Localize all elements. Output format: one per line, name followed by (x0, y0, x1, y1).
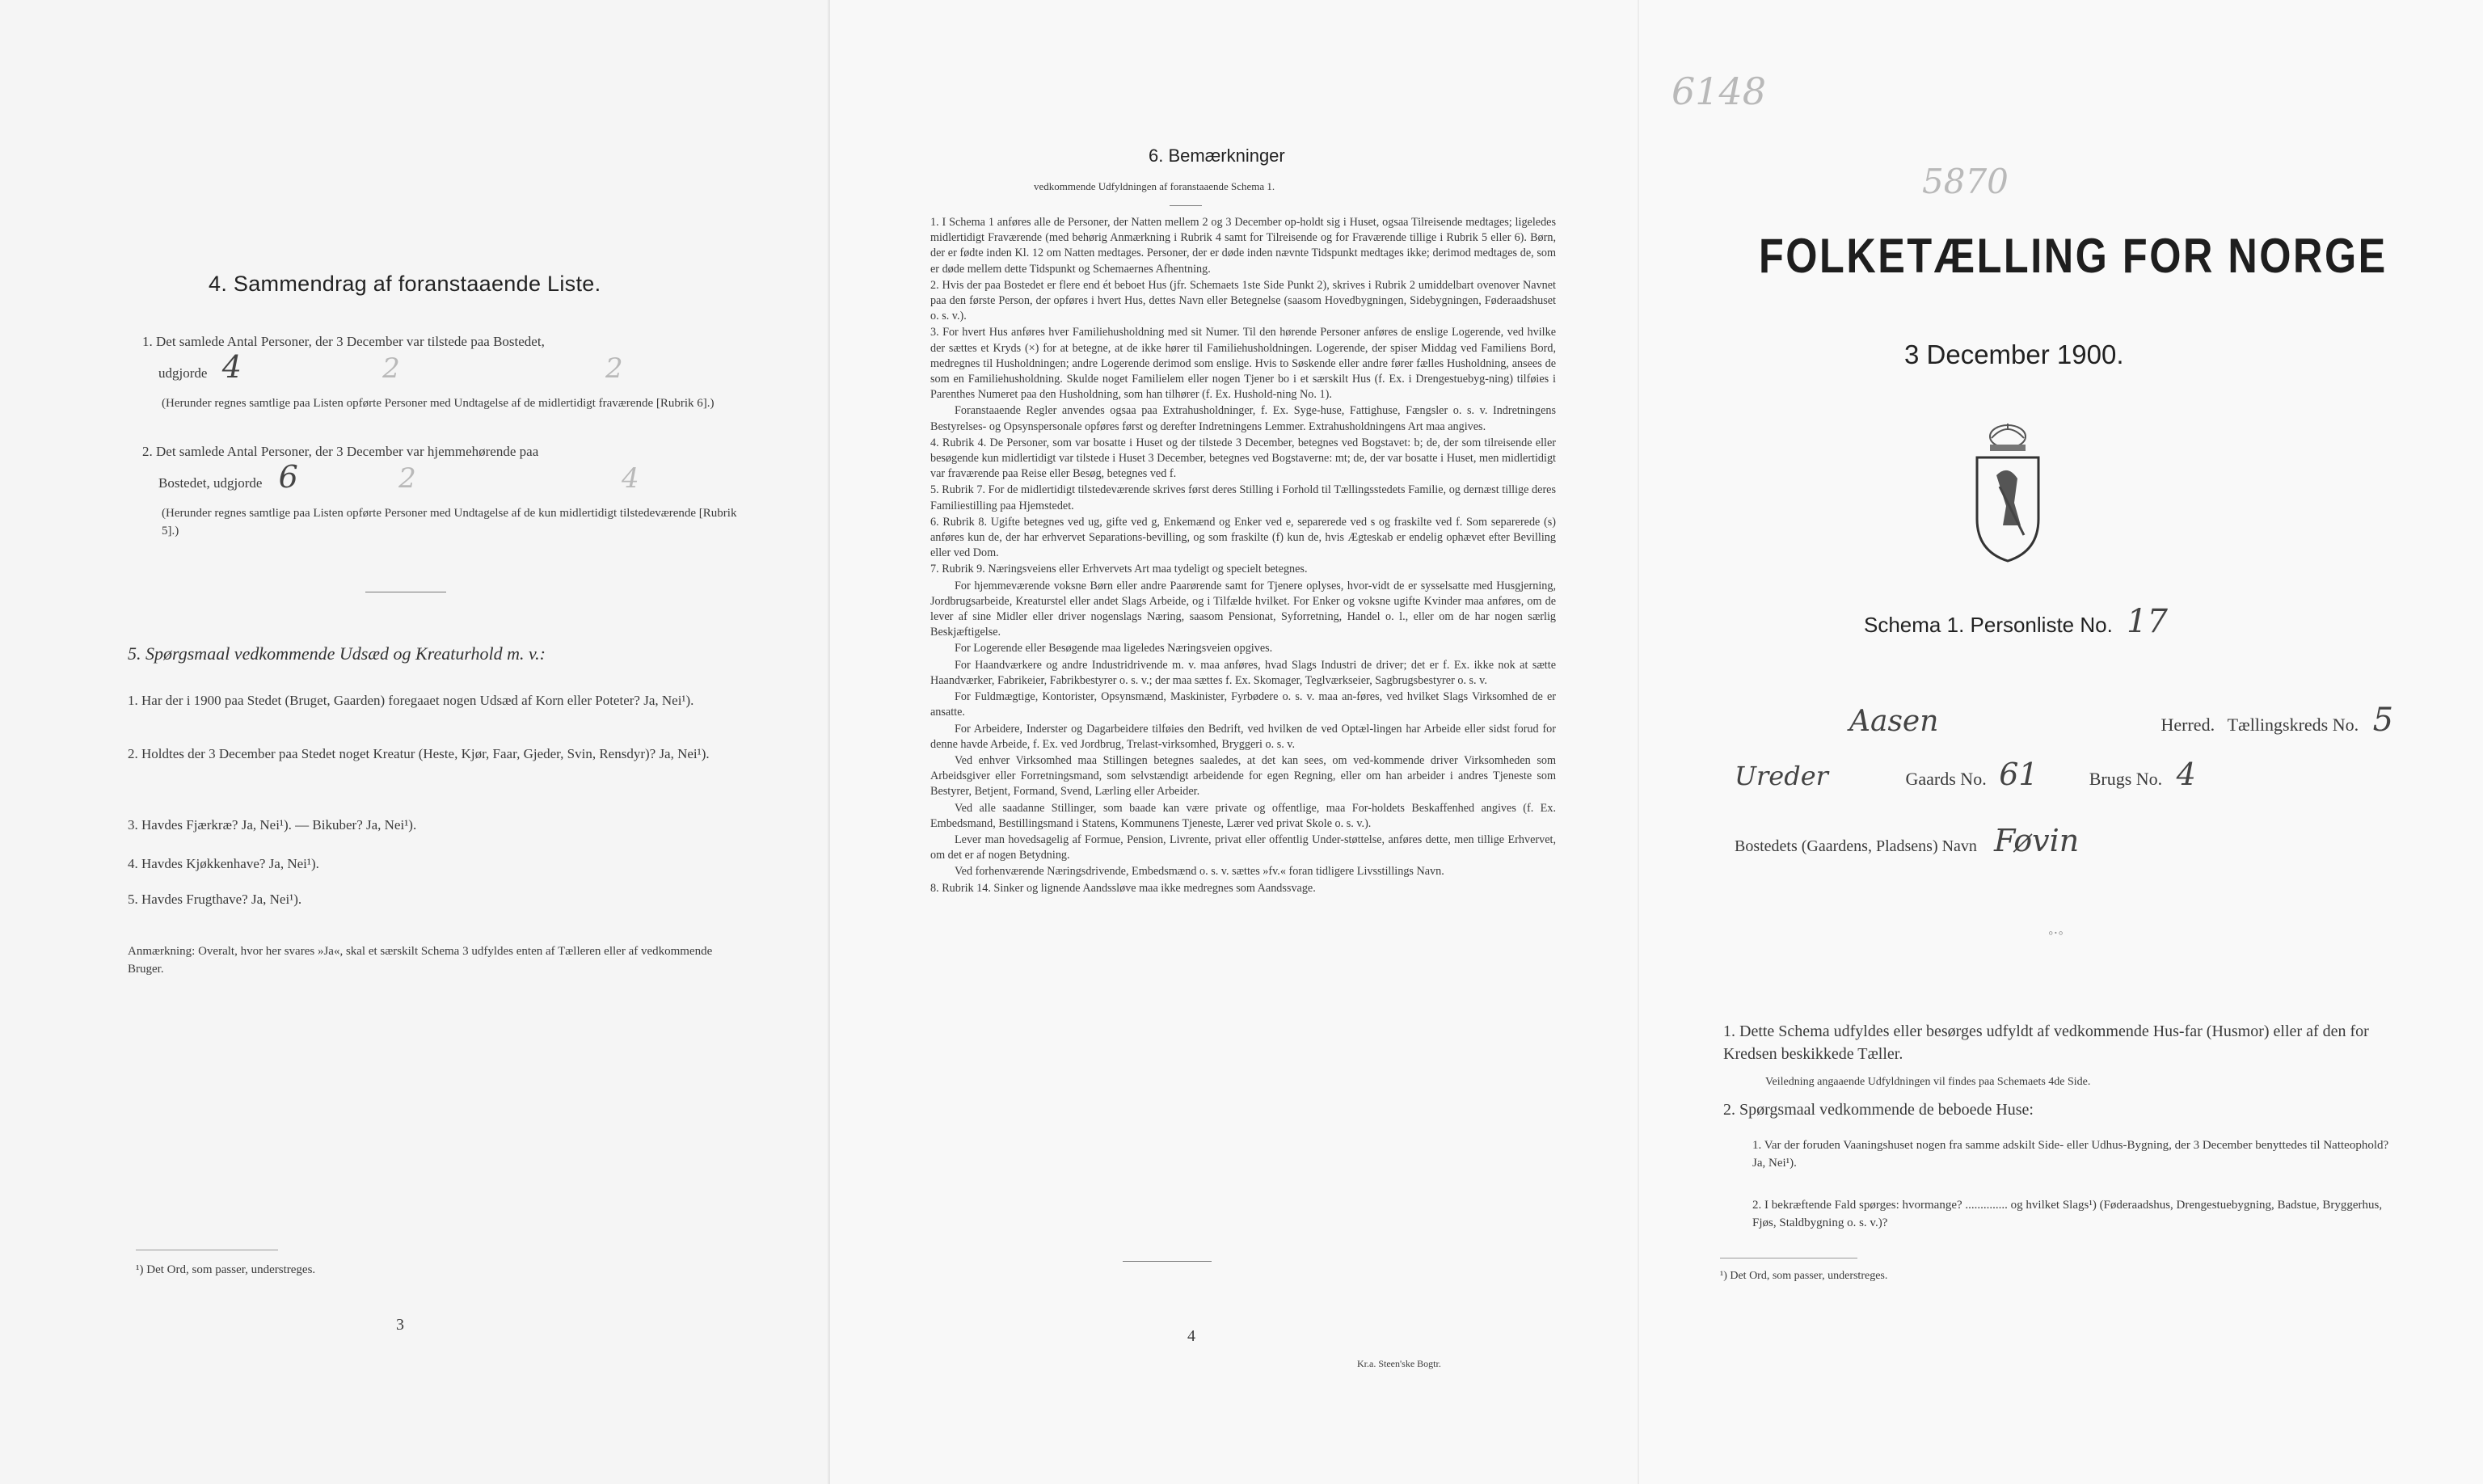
remarks-title: 6. Bemærkninger (1149, 145, 1285, 166)
q1-value-2: 2 (382, 352, 400, 385)
instruction-2-q2: 2. I bekræftende Fald spørges: hvormange? .............. og hvilket Slags¹) (Føderaadshus, Drengestuebygning, Badstue, Bryggerhus, Fjøs, Staldbygning o. s. v.)? (1752, 1199, 2383, 1229)
footnote: ¹) Det Ord, som passer, understreges. (1720, 1270, 1888, 1282)
census-date: 3 December 1900. (1904, 339, 2124, 369)
q2-value-3: 4 (622, 462, 639, 495)
page-1-cover (1638, 0, 2483, 1484)
divider-mark: ◦·◦ (2048, 925, 2064, 941)
schema-line (1864, 603, 2168, 640)
remark-paragraph: 6. Rubrik 8. Ugifte betegnes ved ug, gifte ved g, Enkemænd og Enker ved e, separerede ved s og fraskilte ved f. Som separerede (s) anføres kun de, der har erhvervet Separations-bevilling, og som fraskilte (f) kun de, hvis Ægteskab er endelig ophævet efter Bevilling eller ved Dom. (930, 515, 1556, 560)
q1-note: (Herunder regnes samtlige paa Listen opførte Personer med Undtagelse af de midlertidigt fraværende [Rubrik 6].) (162, 397, 715, 410)
q1-value-3: 2 (605, 352, 623, 385)
remarks-list (930, 215, 1556, 897)
herred-row (1793, 702, 2439, 739)
printer-credit: Kr.a. Steen'ske Bogtr. (1357, 1358, 1441, 1369)
remark-paragraph: For Arbeidere, Inderster og Dagarbeidere tilføies den Bedrift, ved hvilken de ved Optæl-lingen har Arbeide eller sidst forud for denne havde Arbeide, f. Ex. ved Jordbrug, Trelast-virksomhed, Bryggeri o. s. v. (930, 722, 1556, 751)
herred-value: Aasen (1849, 705, 1939, 738)
section-4-title: 4. Sammendrag af foranstaaende Liste. (209, 272, 601, 296)
page-number: 4 (1187, 1327, 1195, 1345)
remark-paragraph: Lever man hovedsagelig af Formue, Pension, Livrente, privat eller offentlig Under-støttelse, anføres dette, men tillige Erhvervet, om det er af nogen Betydning. (930, 833, 1556, 862)
q2-label: Bostedet, udgjorde (158, 475, 263, 491)
q2-note: (Herunder regnes samtlige paa Listen opførte Personer med Undtagelse af de kun midlertidigt tilstedeværende [Rubrik 5].) (162, 507, 737, 538)
page-4 (829, 0, 1638, 1484)
section-5-title: 5. Spørgsmaal vedkommende Udsæd og Kreaturhold m. v.: (128, 643, 546, 664)
remark-paragraph: Foranstaaende Regler anvendes ogsaa paa Extrahusholdninger, f. Ex. Syge-huse, Fattighuse, Fængsler o. s. v. Indretningens Bestyrelses- og Opsynspersonale opføres først og derefter Indretningens Lemmer. Extrahusholdningens Art maa angives. (930, 404, 1556, 433)
pencil-number-1: 6148 (1671, 70, 1767, 113)
gaards-label: Gaards No. (1905, 769, 1987, 789)
q2-value-2: 2 (398, 462, 416, 495)
instruction-1-note: Veiledning angaaende Udfyldningen vil findes paa Schemaets 4de Side. (1765, 1076, 2091, 1088)
herred-label: Herred. (2161, 715, 2215, 735)
remark-paragraph: 5. Rubrik 7. For de midlertidigt tilstedeværende skrives først deres Stilling i Forhold til Tællingsstedets Familie, og dernæst tillige deres Familiestilling paa Hjemstedet. (930, 483, 1556, 512)
page-number: 3 (396, 1316, 404, 1334)
q2-value-1: 6 (278, 459, 298, 495)
remark-paragraph: 4. Rubrik 4. De Personer, som var bosatte i Huset og der tilstede 3 December, betegnes ved Bogstavet: b; de, der som tilreisende eller besøgende kun midlertidigt var tilstede i Huset 3 December, betegnes ved Bogstaverne: mt; de, der var bosatte i Huset, men midlertidigt var fraværende paa Reise eller Besøg, betegnes ved f. (930, 436, 1556, 481)
remark-paragraph: For Haandværkere og andre Industridrivende m. v. maa anføres, hvad Slags Industri de driver; det er f. Ex. ikke nok at sætte Haandværker, Fabrikeier, Fabrikbestyrer o. s. v.; der maa sættes f. Ex. Skomager, Teglværkseier, Sagbrugsbestyrer o. s. v. (930, 658, 1556, 687)
q1-line-a: 1. Det samlede Antal Personer, der 3 December var tilstede paa Bostedet, (142, 334, 545, 349)
annotation: Anmærkning: Overalt, hvor her svares »Ja«, skal et særskilt Schema 3 udfyldes enten af Tælleren eller af vedkommende Bruger. (128, 945, 713, 976)
end-rule (1123, 1261, 1212, 1262)
form-title: FOLKETÆLLING FOR NORGE (1759, 229, 2388, 283)
s5-q2: 2. Holdtes der 3 December paa Stedet noget Kreatur (Heste, Kjør, Faar, Gjeder, Svin, Rensdyr)? Ja, Nei¹). (128, 746, 710, 761)
gaards-value: 61 (1999, 757, 2038, 792)
instruction-2: 2. Spørgsmaal vedkommende de beboede Huse: (1723, 1101, 2034, 1119)
bosted-value: Føvin (1993, 823, 2080, 858)
q2-line-b (158, 459, 773, 495)
remark-paragraph: For Logerende eller Besøgende maa ligeledes Næringsveien opgives. (955, 642, 1273, 656)
remark-paragraph: 3. For hvert Hus anføres hver Familiehusholdning med sit Numer. Til den hørende Personer anføres de enslige Logerende, ved hvilke der sættes et Kryds (×) for at betegne, at de ikke hører til Familiehusholdningen. Logerende, der spiser Middag ved Familiens Bord, medregnes til Husholdningen; andre Logerende derimod som enslige. Hvis to Søskende eller andre fører fælles Husholdning, ansees de som en Familiehusholdning. Skulde noget Familielem eller nogen Tjener bo i et særskilt Hus (f. Ex. i Drengestuebyg-ning) tilføies i Parenthes Numeret paa den Husholdning, som han tilhører (f. Ex. Hushold-ning No. 1). (930, 326, 1556, 402)
schema-label: Schema 1. Personliste No. (1864, 613, 2113, 637)
title-rule (1170, 205, 1202, 206)
kreds-value: 5 (2372, 702, 2394, 739)
brugs-label: Brugs No. (2089, 769, 2163, 789)
personliste-number: 17 (2127, 603, 2168, 640)
remarks-subtitle: vedkommende Udfyldningen af foranstaaende Schema 1. (1034, 180, 1275, 192)
remark-paragraph: 2. Hvis der paa Bostedet er flere end ét beboet Hus (jfr. Schemaets 1ste Side Punkt 2), skrives i Rubrik 2 umiddelbart ovenover Navnet paa den første Person, der opføres i hvert Hus, dettes Navn eller Betegnelse (saasom Hovedbygningen, Sidebygningen, Føderaadshuset o. s. v.). (930, 278, 1556, 323)
coat-of-arms-icon (1967, 422, 2048, 564)
s5-q4: 4. Havdes Kjøkkenhave? Ja, Nei¹). (128, 856, 319, 871)
gaards-row (1735, 757, 2446, 792)
remark-paragraph: 1. I Schema 1 anføres alle de Personer, der Natten mellem 2 og 3 December op-holdt sig i Huset, ogsaa Tilreisende medtages; ligeledes midlertidigt Fraværende (med behørig Anmærkning i Rubrik 4 samt for Tilreisende og for Fraværende tillige i Rubrik 5 eller 6). Børn, der er fødte inden Kl. 12 om Natten medtages. Personer, der er døde inden nævnte Tidspunkt medtages ikke; derimod medtages de, som er døde mellem dette Tidspunkt og Schemaernes Afhentning. (930, 216, 1556, 276)
remark-paragraph: 7. Rubrik 9. Næringsveiens eller Erhvervets Art maa tydeligt og specielt betegnes. (930, 563, 1308, 576)
instruction-1: 1. Dette Schema udfyldes eller besørges udfyldt af vedkommende Hus-far (Husmor) eller af den for Kredsen beskikkede Tæller. (1723, 1022, 2369, 1063)
q1-line-b (158, 349, 773, 385)
municipality-note: Ureder (1735, 761, 1828, 791)
remark-paragraph: For hjemmeværende voksne Børn eller andre Paarørende samt for Tjenere oplyses, hvor-vidt de er sysselsatte med Husgjerning, Jordbrugsarbeide, Kreaturstel eller andet Slags Arbeide, og i Tilfælde hvilket. For Enker og voksne ugifte Kvinder maa anføres, om de lever af sine Midler eller driver nogenslags Næring, saasom Pensionat, Syforretning, Handel o. l., eller om de har nogen særlig Beskjæftigelse. (930, 579, 1556, 639)
q2-line-a: 2. Det samlede Antal Personer, der 3 December var hjemmehørende paa (142, 444, 539, 459)
pencil-number-2: 5870 (1922, 162, 2009, 201)
instruction-2-q1: 1. Var der foruden Vaaningshuset nogen fra samme adskilt Side- eller Udhus-Bygning, der 3 December benyttedes til Natteophold? Ja, Nei¹). (1752, 1139, 2389, 1170)
page-3 (0, 0, 828, 1484)
remark-paragraph: Ved alle saadanne Stillinger, som baade kan være private og offentlige, maa For-holdets Beskaffenhed angives (f. Ex. Embedsmand, Bestillingsmand i Statens, Kommunens Tjeneste, Lærer ved privat Skole o. s. v.). (930, 801, 1556, 830)
remark-paragraph: Ved enhver Virksomhed maa Stillingen betegnes saaledes, at det kan sees, om ved-kommende driver Virksomheden som Arbeidsgiver eller Forretningsmand, som selvstændigt arbeidende for egen Regning, eller om han arbeider i andres Tjeneste som Bestyrer, Betjent, Formand, Svend, Lærling eller Arbeider. (930, 753, 1556, 799)
bosted-label: Bostedets (Gaardens, Pladsens) Navn (1735, 837, 1977, 855)
s5-q3: 3. Havdes Fjærkræ? Ja, Nei¹). — Bikuber? Ja, Nei¹). (128, 817, 417, 833)
q1-value-1: 4 (221, 349, 242, 385)
kreds-label: Tællingskreds No. (2227, 715, 2359, 735)
remark-paragraph: For Fuldmægtige, Kontorister, Opsynsmænd, Maskinister, Fyrbødere o. s. v. maa an-føres, ved hvilket Slags Virksomhed de er ansatte. (930, 690, 1556, 719)
s5-q1: 1. Har der i 1900 paa Stedet (Bruget, Gaarden) foregaaet nogen Udsæd af Korn eller Poteter? Ja, Nei¹). (128, 693, 694, 708)
remark-paragraph: 8. Rubrik 14. Sinker og lignende Aandssløve maa ikke medregnes som Aandssvage. (930, 881, 1316, 895)
q1-label: udgjorde (158, 365, 208, 381)
s5-q5: 5. Havdes Frugthave? Ja, Nei¹). (128, 892, 302, 907)
remark-paragraph: Ved forhenværende Næringsdrivende, Embedsmænd o. s. v. sættes »fv.« foran tidligere Livsstillings Navn. (955, 865, 1444, 879)
bosted-row (1735, 823, 2079, 858)
brugs-value: 4 (2176, 757, 2196, 792)
footnote: ¹) Det Ord, som passer, understreges. (136, 1263, 316, 1276)
